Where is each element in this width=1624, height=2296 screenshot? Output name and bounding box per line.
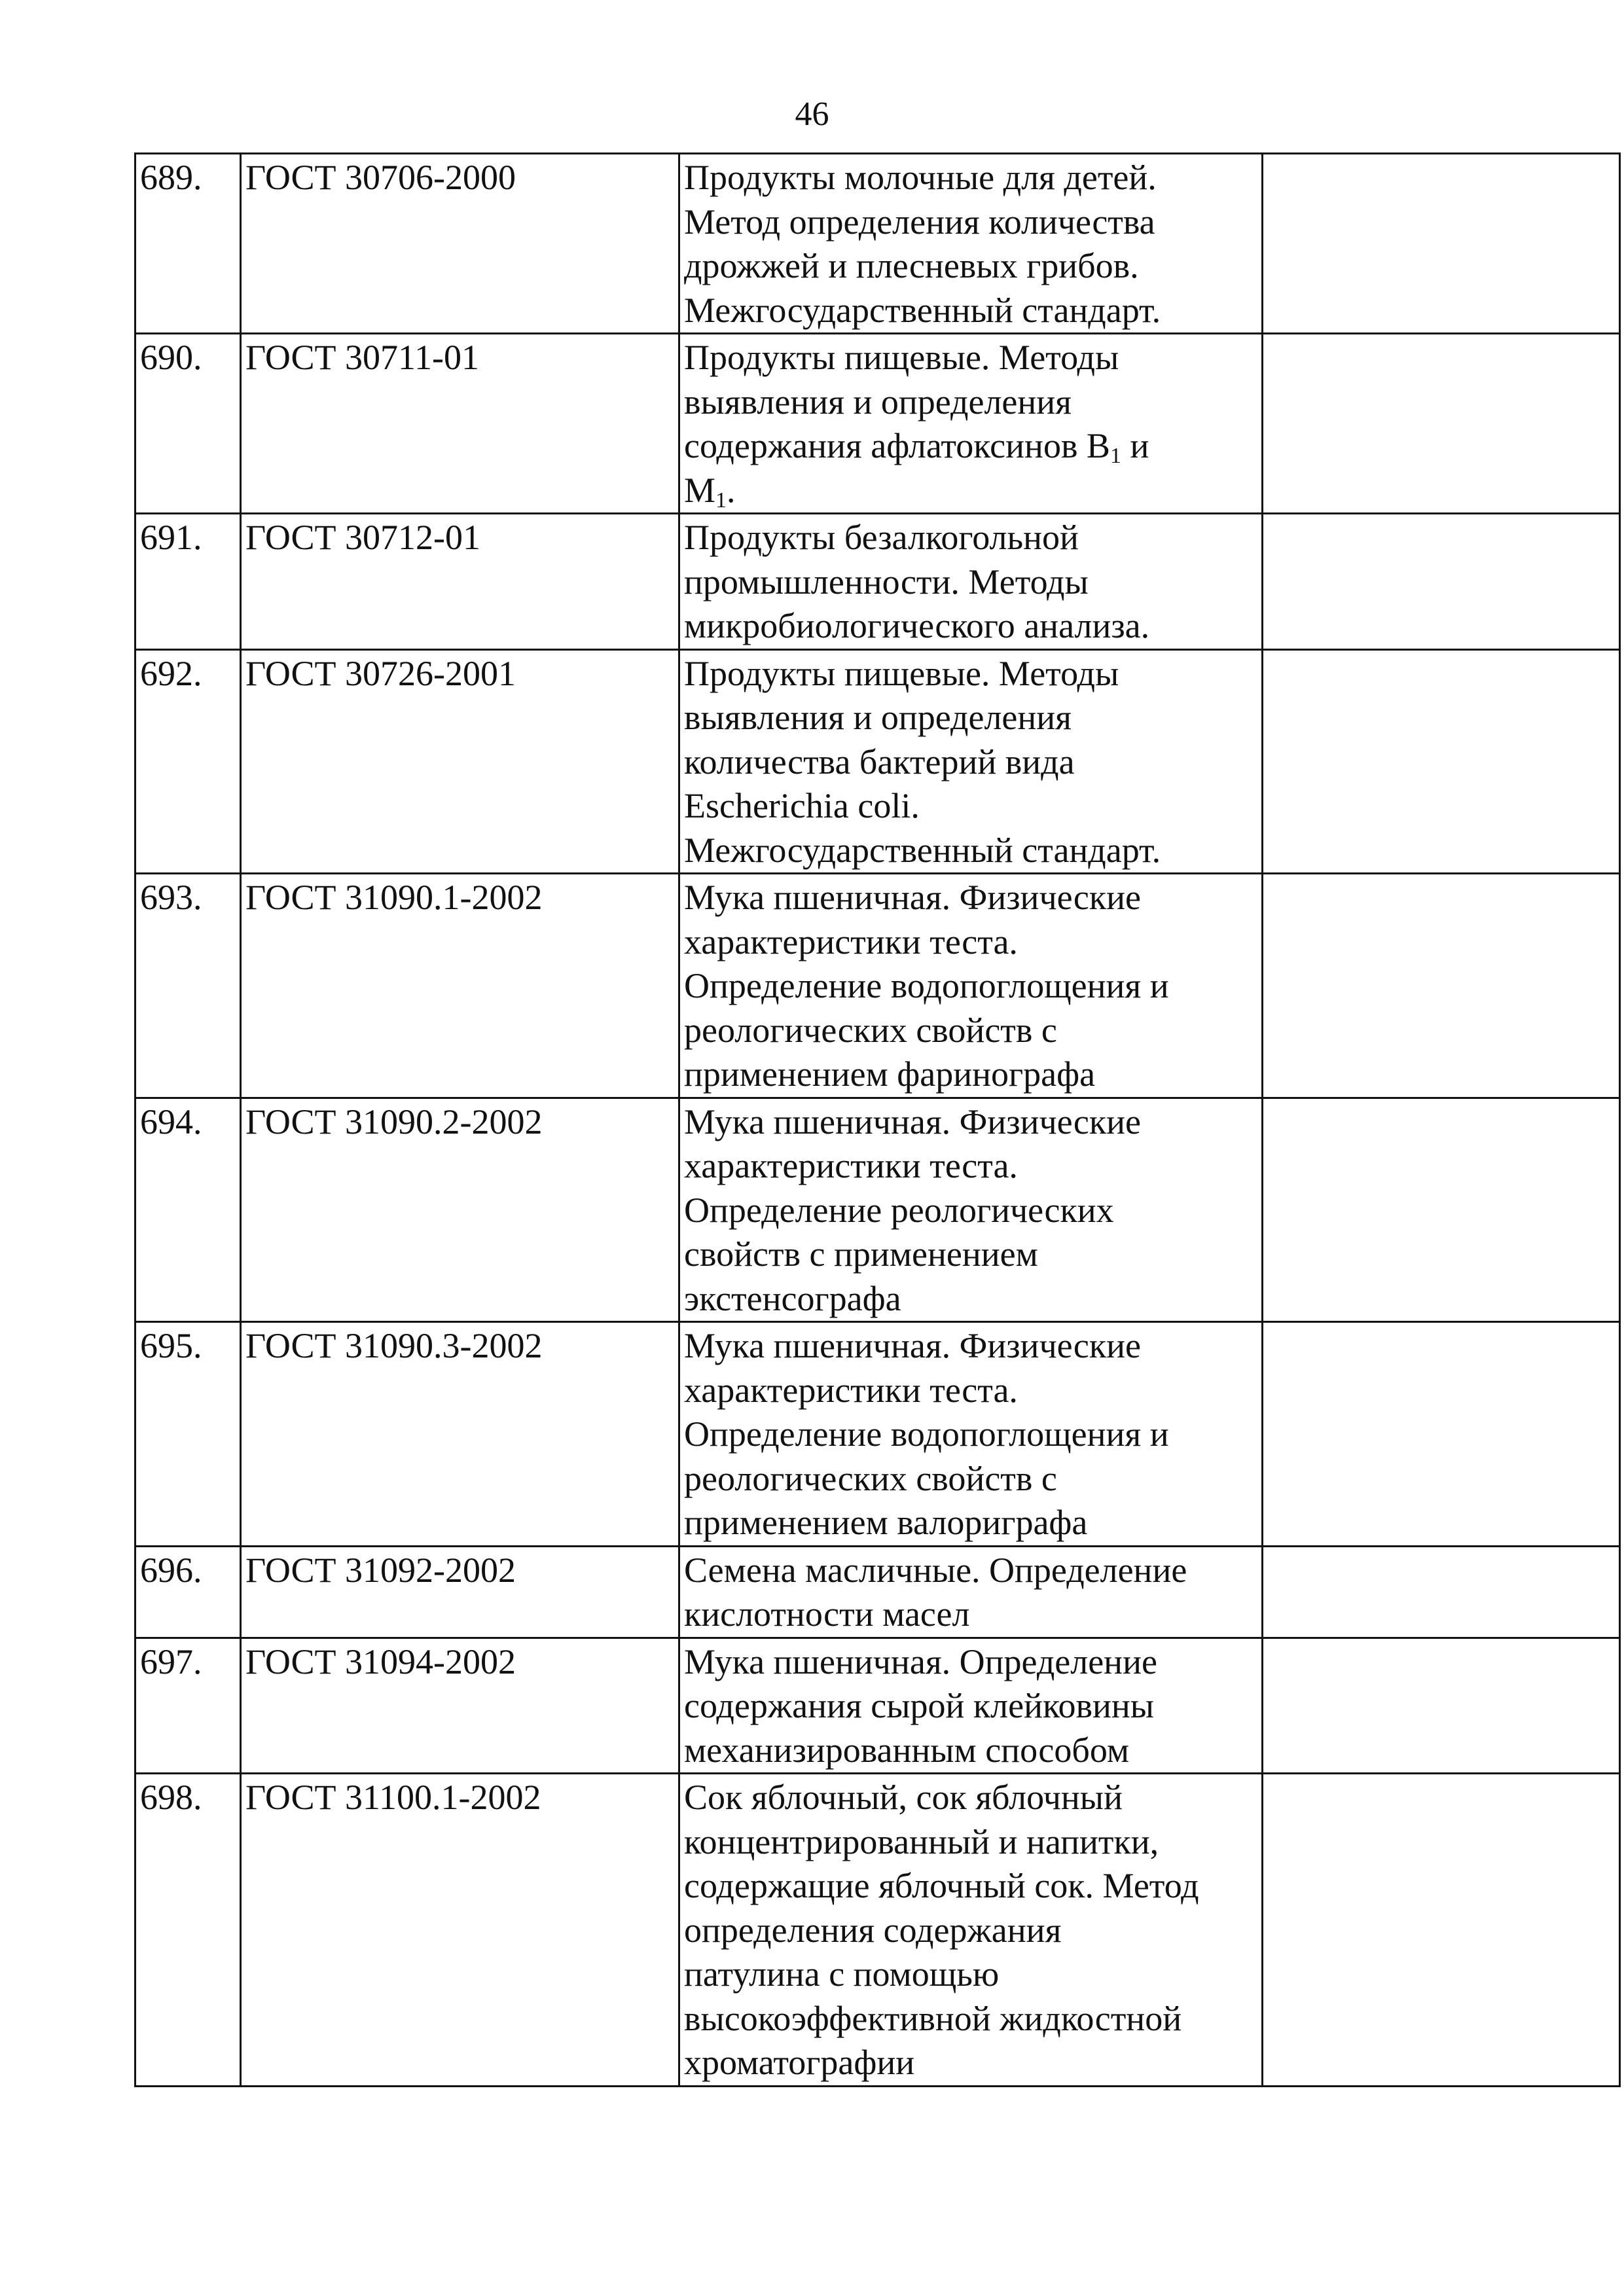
- text-segment: .: [727, 470, 736, 510]
- row-number: 692.: [135, 649, 241, 874]
- description-line: Продукты пищевые. Методы: [684, 653, 1119, 693]
- text-segment: содержания афлатоксинов B: [684, 426, 1110, 465]
- description-line: кислотности масел: [684, 1594, 970, 1634]
- page-number: 46: [795, 96, 829, 133]
- description-line: выявления и определения: [684, 698, 1072, 737]
- description-line: выявления и определения: [684, 382, 1072, 422]
- standard-description: [679, 334, 1263, 514]
- description-line: Escherichia coli.: [684, 786, 920, 825]
- notes-cell: [1263, 154, 1620, 334]
- description-line: Определение реологических: [684, 1190, 1114, 1230]
- description-line: Межгосударственный стандарт.: [684, 830, 1161, 870]
- description-line: Сок яблочный, сок яблочный: [684, 1778, 1123, 1817]
- description-line: Продукты безалкогольной: [684, 518, 1079, 557]
- row-number: 694.: [135, 1098, 241, 1322]
- standard-description: [679, 649, 1263, 874]
- description-line: высокоэффективной жидкостной: [684, 1998, 1182, 2038]
- notes-cell: [1263, 1098, 1620, 1322]
- description-line: Мука пшеничная. Физические: [684, 1326, 1141, 1365]
- notes-cell: [1263, 1638, 1620, 1774]
- notes-cell: [1263, 649, 1620, 874]
- notes-cell: [1263, 514, 1620, 650]
- standard-description: [679, 874, 1263, 1098]
- standard-description: [679, 514, 1263, 650]
- table-row: [135, 1546, 1620, 1638]
- notes-cell: [1263, 1322, 1620, 1547]
- description-line: промышленности. Методы: [684, 562, 1089, 601]
- row-number: 693.: [135, 874, 241, 1098]
- description-line: определения содержания: [684, 1910, 1062, 1950]
- notes-cell: [1263, 1774, 1620, 2087]
- table-row: [135, 1774, 1620, 2087]
- description-line: Метод определения количества: [684, 202, 1155, 242]
- text-segment: и: [1121, 426, 1149, 465]
- standard-code: ГОСТ 31092-2002: [241, 1546, 679, 1638]
- text-segment: M: [684, 470, 716, 510]
- description-line: механизированным способом: [684, 1730, 1130, 1770]
- row-number: 696.: [135, 1546, 241, 1638]
- table-row: [135, 154, 1620, 334]
- standard-description: [679, 1546, 1263, 1638]
- description-line: реологических свойств с: [684, 1010, 1057, 1050]
- description-line: Межгосударственный стандарт.: [684, 290, 1161, 330]
- row-number: 698.: [135, 1774, 241, 2087]
- table-row: [135, 514, 1620, 650]
- description-line: характеристики теста.: [684, 922, 1018, 961]
- standard-description: [679, 1098, 1263, 1322]
- row-number: 691.: [135, 514, 241, 650]
- description-line: реологических свойств с: [684, 1458, 1057, 1498]
- description-line: свойств с применением: [684, 1234, 1038, 1274]
- description-line: характеристики теста.: [684, 1146, 1018, 1185]
- standard-description: [679, 154, 1263, 334]
- description-line: содержания сырой клейковины: [684, 1686, 1155, 1725]
- description-line: содержащие яблочный сок. Метод: [684, 1866, 1199, 1905]
- standard-code: ГОСТ 31094-2002: [241, 1638, 679, 1774]
- description-line: хроматографии: [684, 2043, 915, 2082]
- table-row: [135, 1638, 1620, 1774]
- description-line: патулина с помощью: [684, 1954, 1000, 1994]
- description-line: дрожжей и плесневых грибов.: [684, 246, 1139, 285]
- table-row: [135, 649, 1620, 874]
- standard-code: ГОСТ 30726-2001: [241, 649, 679, 874]
- description-line: характеристики теста.: [684, 1370, 1018, 1410]
- table-row: [135, 1098, 1620, 1322]
- description-line: Мука пшеничная. Физические: [684, 1102, 1141, 1141]
- notes-cell: [1263, 874, 1620, 1098]
- description-line: применением валориграфа: [684, 1503, 1088, 1542]
- standard-code: ГОСТ 30712-01: [241, 514, 679, 650]
- notes-cell: [1263, 1546, 1620, 1638]
- table-row: [135, 874, 1620, 1098]
- description-line: Продукты пищевые. Методы: [684, 338, 1119, 377]
- subscript: 1: [1110, 444, 1121, 468]
- description-line: Определение водопоглощения и: [684, 1414, 1169, 1454]
- description-line: Семена масличные. Определение: [684, 1550, 1187, 1590]
- row-number: 690.: [135, 334, 241, 514]
- description-line: Мука пшеничная. Физические: [684, 878, 1141, 917]
- row-number: 697.: [135, 1638, 241, 1774]
- row-number: 695.: [135, 1322, 241, 1547]
- description-line: экстенсографа: [684, 1278, 901, 1318]
- table-row: [135, 334, 1620, 514]
- standard-description: [679, 1774, 1263, 2087]
- standard-code: ГОСТ 31090.2-2002: [241, 1098, 679, 1322]
- table-row: [135, 1322, 1620, 1547]
- description-line: количества бактерий вида: [684, 742, 1075, 781]
- subscript: 1: [715, 488, 727, 512]
- description-line-with-subscript: [684, 469, 1257, 513]
- description-line: Мука пшеничная. Определение: [684, 1641, 1157, 1681]
- row-number: 689.: [135, 154, 241, 334]
- standard-code: ГОСТ 31090.1-2002: [241, 874, 679, 1098]
- standard-code: ГОСТ 30711-01: [241, 334, 679, 514]
- standards-table: [134, 152, 1621, 2087]
- description-line: концентрированный и напитки,: [684, 1821, 1159, 1861]
- standard-code: ГОСТ 30706-2000: [241, 154, 679, 334]
- standard-description: [679, 1638, 1263, 1774]
- standard-code: ГОСТ 31100.1-2002: [241, 1774, 679, 2087]
- notes-cell: [1263, 334, 1620, 514]
- description-line: применением фаринографа: [684, 1054, 1096, 1094]
- description-line: микробиологического анализа.: [684, 606, 1150, 645]
- description-line: Продукты молочные для детей.: [684, 158, 1157, 197]
- standard-description: [679, 1322, 1263, 1547]
- description-line-with-subscript: [684, 424, 1257, 469]
- standard-code: ГОСТ 31090.3-2002: [241, 1322, 679, 1547]
- description-line: Определение водопоглощения и: [684, 966, 1169, 1005]
